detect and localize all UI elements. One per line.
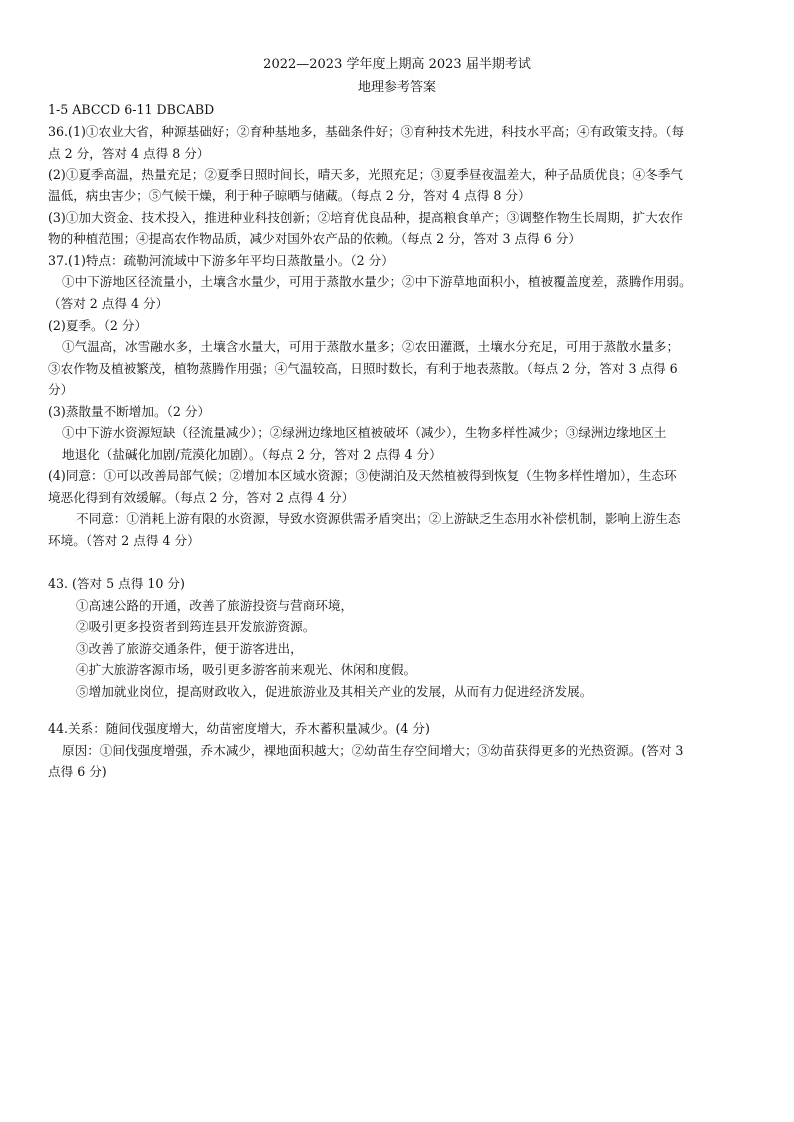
q37-part1-line2: ①中下游地区径流量小，土壤含水量少，可用于蒸散水量少；②中下游草地面积小，植被覆盖度差，蒸腾作用弱。 bbox=[62, 274, 692, 289]
page-subtitle: 地理参考答案 bbox=[357, 80, 436, 95]
page-title: 2022—2023 学年度上期高 2023 届半期考试 bbox=[263, 57, 531, 72]
q44-line2: 原因：①间伐强度增强，乔木减少，裸地面积越大；②幼苗生存空间增大；③幼苗获得更多的光热资源。(答对 3 bbox=[62, 743, 684, 758]
q36-part1-line2: 点 2 分，答对 4 点得 8 分） bbox=[48, 146, 210, 161]
q43-item: ③改善了旅游交通条件，便于游客进出， bbox=[76, 641, 303, 656]
q36-part2-line1: (2)①夏季高温，热量充足；②夏季日照时间长，晴天多，光照充足；③夏季昼夜温差大，种子品质优良；④冬季气 bbox=[48, 167, 683, 182]
q43-heading: 43. (答对 5 点得 10 分) bbox=[48, 576, 185, 591]
q37-part1-line1: 37.(1)特点：疏勒河流域中下游多年平均日蒸散量小。（2 分） bbox=[48, 253, 394, 268]
q37-part3-line3: 地退化（盐碱化加剧/荒漠化加剧）。（每点 2 分，答对 2 点得 4 分） bbox=[62, 447, 442, 462]
q36-part3-line1: (3)①加大资金、技术投入，推进种业科技创新；②培育优良品种，提高粮食单产；③调整作物生长周期，扩大农作 bbox=[48, 210, 683, 225]
q36-part2-line2: 温低，病虫害少；⑤气候干燥，利于种子晾晒与储藏。（每点 2 分，答对 4 点得 8 分） bbox=[48, 188, 531, 203]
q37-part4-line4: 环境。（答对 2 点得 4 分） bbox=[48, 533, 200, 548]
q37-part1-line3: （答对 2 点得 4 分） bbox=[48, 296, 169, 311]
q43-item: ②吸引更多投资者到筠连县开发旅游资源。 bbox=[76, 619, 316, 634]
q37-part3-line2: ①中下游水资源短缺（径流量减少）；②绿洲边缘地区植被破坏（减少），生物多样性减少；③绿洲边缘地区土 bbox=[62, 425, 667, 440]
q37-part2-line3: ③农作物及植被繁茂，植物蒸腾作用强；④气温较高，日照时数长，有利于地表蒸散。（每点 2 分，答对 3 点得 6 bbox=[48, 361, 678, 376]
q37-part2-line2: ①气温高，冰雪融水多，土壤含水量大，可用于蒸散水量多；②农田灌溉，土壤水分充足，可用于蒸散水量多； bbox=[62, 339, 680, 354]
q37-part2-line1: (2)夏季。（2 分） bbox=[48, 318, 148, 333]
q37-part2-line4: 分） bbox=[48, 382, 74, 397]
q36-part3-line2: 物的种植范围；④提高农作物品质，减少对国外农产品的依赖。（每点 2 分，答对 3 点得 6 分） bbox=[48, 231, 581, 246]
q43-item: ④扩大旅游客源市场，吸引更多游客前来观光、休闲和度假。 bbox=[76, 662, 417, 677]
q37-part3-line1: (3)蒸散量不断增加。（2 分） bbox=[48, 404, 211, 419]
q37-part4-line3: 不同意：①消耗上游有限的水资源，导致水资源供需矛盾突出；②上游缺乏生态用水补偿机制，影响上游生态 bbox=[76, 511, 681, 526]
q43-item: ①高速公路的开通，改善了旅游投资与营商环境， bbox=[76, 598, 354, 613]
q44-line1: 44.关系：随间伐强度增大，幼苗密度增大，乔木蓄积量减少。(4 分) bbox=[48, 721, 430, 736]
q44-line3: 点得 6 分) bbox=[48, 764, 107, 779]
q37-part4-line2: 境恶化得到有效缓解。（每点 2 分，答对 2 点得 4 分） bbox=[48, 490, 355, 505]
q36-part1-line1: 36.(1)①农业大省，种源基础好；②育种基地多，基础条件好；③育种技术先进，科技水平高；④有政策支持。（每 bbox=[48, 124, 685, 139]
q37-part4-line1: (4)同意：①可以改善局部气候；②增加本区域水资源；③使湖泊及天然植被得到恢复（生物多样性增加），生态环 bbox=[48, 468, 677, 483]
q43-item: ⑤增加就业岗位，提高财政收入，促进旅游业及其相关产业的发展，从而有力促进经济发展。 bbox=[76, 684, 593, 699]
choice-answers: 1-5 ABCCD 6-11 DBCABD bbox=[48, 102, 215, 117]
